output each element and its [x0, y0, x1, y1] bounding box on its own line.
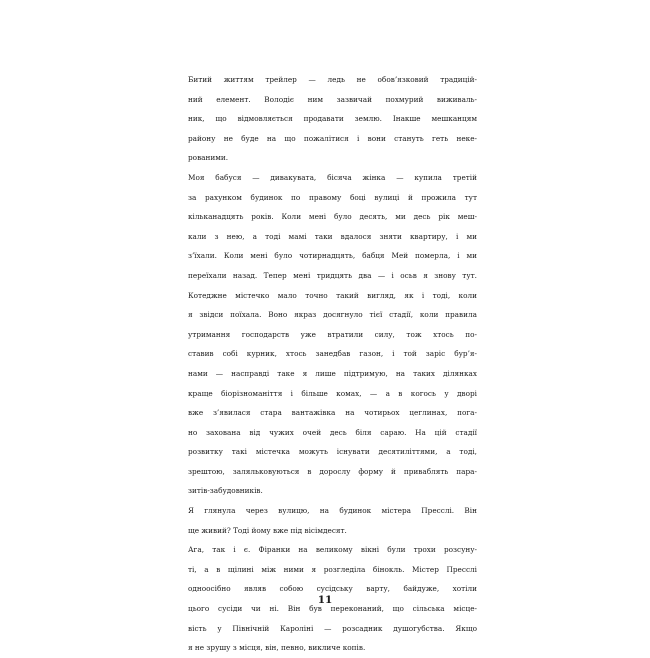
text-line: Моя бабуся — дивакувата, бісяча жінка — купила третій: [188, 172, 477, 182]
text-line: розвитку такі містечка можуть існувати десятиліттями, а тоді,: [188, 447, 477, 457]
text-line: зитів-забудовників.: [188, 486, 263, 496]
text-line: но захована від чужих очей десь біля сараю. На цій стадії: [188, 427, 477, 437]
text-line: нами — насправді таке я лише підтримую, на таких ділянках: [188, 368, 477, 378]
text-line: рованими.: [188, 153, 229, 163]
text-line: я звідси поїхала. Воно якраз досягнуло тієї стадії, коли правила: [188, 310, 477, 320]
text-line: я не зрушу з місця, він, певно, викличе копів.: [188, 643, 366, 653]
paragraph-1: [173, 70, 477, 168]
text-line: Ага, так і є. Фіранки на великому вікні були трохи розсуну-: [188, 545, 477, 555]
text-line: з’їхали. Коли мені було чотирнадцять, бабця Мей померла, і ми: [188, 251, 477, 261]
text-line: зрештою, заляльковуються в дорослу форму й приваблять пара-: [188, 466, 477, 476]
text-line: ще живий? Тоді йому вже під вісімдесят.: [188, 525, 347, 535]
text-line: Я глянула через вулицю, на будинок містера Пресслі. Він: [188, 506, 477, 516]
text-line: за рахунком будинок по правому боці вулиці й прожила тут: [188, 192, 477, 202]
text-line: цього сусіди чи ні. Він був переконаний, що сільська місце-: [188, 604, 477, 614]
text-line: ний елемент. Володіє ним зазвичай похмурий виживаль-: [188, 94, 477, 104]
text-line: ті, а в щілині між ними я розгледіла бінокль. Містер Пресслі: [188, 564, 477, 574]
paragraph-2: [173, 168, 477, 286]
text-line: одноосібно являв собою сусідську варту, байдуже, хотіли: [188, 584, 477, 594]
body-text: [173, 70, 477, 658]
text-line: утримання господарств уже втратили силу, тож хтось по-: [188, 329, 477, 339]
text-line: переїхали назад. Тепер мені тридцять два — і осьв я знову тут.: [188, 270, 477, 280]
text-line: кільканадцять років. Коли мені було десять, ми десь рік меш-: [188, 212, 477, 222]
text-line: району не буде на що пожалітися і вони стануть геть неке-: [188, 133, 477, 143]
text-line: кали з нею, а тоді мамі таки вдалося зняти квартиру, і ми: [188, 231, 477, 241]
paragraph-3: [173, 286, 477, 502]
text-line: Битий життям трейлер — ледь не обов’язковий традицій-: [188, 75, 477, 84]
text-line: вже з’явилася стара вантажівка на чотирьох цеглинах, пога-: [188, 408, 477, 418]
text-line: ставив собі курник, хтось занедбав газон, і той заріс бур’я-: [188, 349, 477, 359]
text-line: Котеджне містечко мало точно такий вигляд, як і тоді, коли: [188, 290, 477, 300]
text-line: вість у Північній Кароліні — розсадник душогубства. Якщо: [188, 623, 477, 633]
paragraph-4: [173, 501, 477, 540]
text-line: ник, що відмовляється продавати землю. Інакше мешканцям: [188, 114, 477, 124]
text-line: краще біорізноманіття і більше комах, — а в когось у дворі: [188, 388, 477, 398]
page-number: 11: [317, 594, 333, 606]
